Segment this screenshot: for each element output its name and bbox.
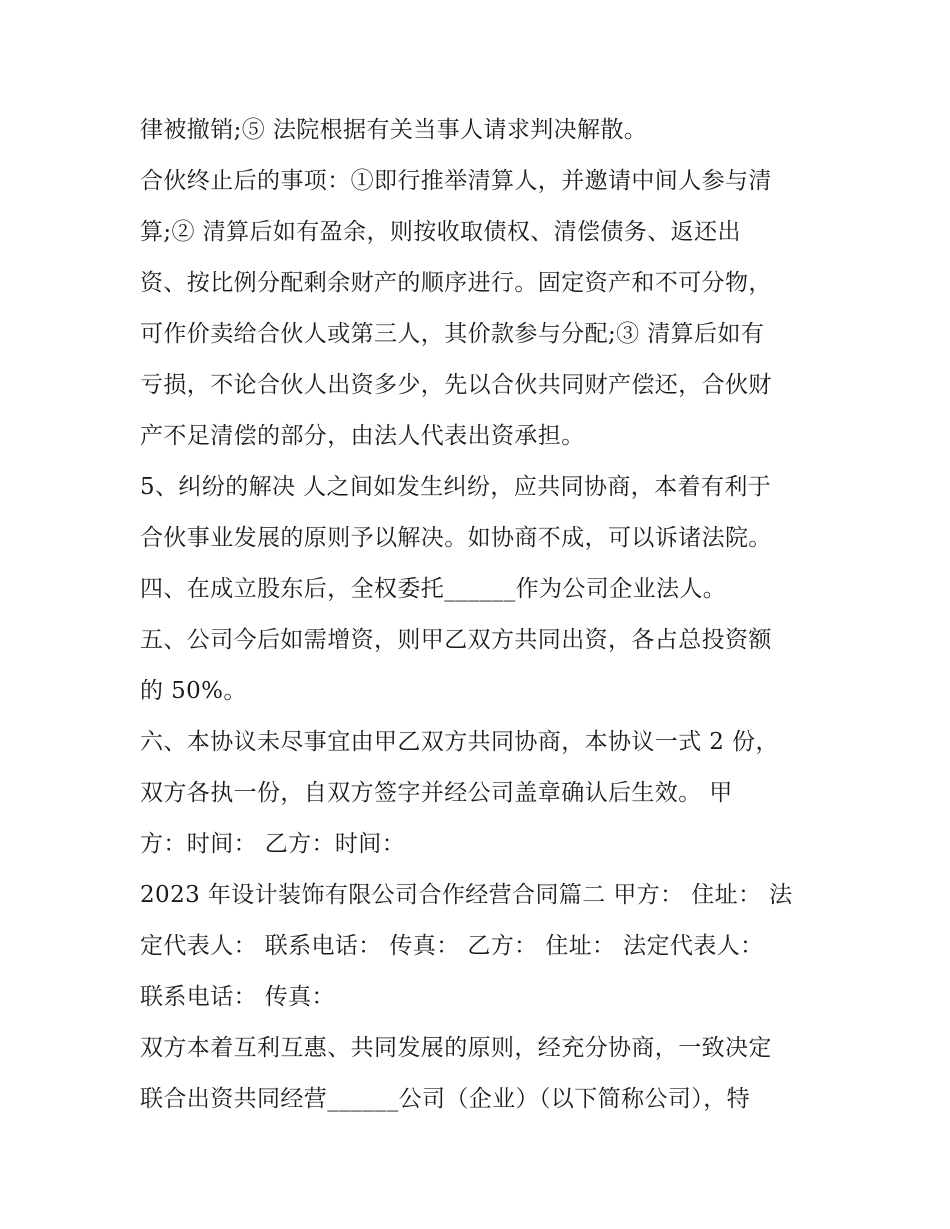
text-line: 双方各执一份，自双方签字并经公司盖章确认后生效。 甲 — [140, 780, 733, 806]
text-line: 联合出资共同经营______公司（企业）（以下简称公司），特 — [140, 1086, 750, 1112]
text-line: 可作价卖给合伙人或第三人，其价款参与分配;③ 清算后如有 — [140, 321, 765, 347]
text-line: 合伙事业发展的原则予以解决。如协商不成，可以诉诸法院。 — [140, 525, 772, 551]
text-line: 亏损，不论合伙人出资多少，先以合伙共同财产偿还，合伙财 — [140, 372, 772, 398]
text-line: 五、公司今后如需增资，则甲乙双方共同出资，各占总投资额 — [140, 627, 772, 653]
text-line: 六、本协议未尽事宜由甲乙双方共同协商，本协议一式 2 份， — [140, 729, 779, 755]
text-line: 产不足清偿的部分，由法人代表出资承担。 — [140, 423, 585, 449]
text-line: 资、按比例分配剩余财产的顺序进行。固定资产和不可分物， — [140, 270, 772, 296]
text-line: 算;② 清算后如有盈余，则按收取债权、清偿债务、返还出 — [140, 219, 741, 245]
text-line: 的 50%。 — [140, 678, 247, 704]
text-line: 双方本着互利互惠、共同发展的原则，经充分协商，一致决定 — [140, 1035, 772, 1061]
text-line: 联系电话： 传真： — [140, 984, 335, 1010]
document-body — [140, 105, 820, 1125]
text-line: 合伙终止后的事项：①即行推举清算人，并邀请中间人参与清 — [140, 168, 772, 194]
text-line: 5、纠纷的解决 人之间如发生纠纷，应共同协商，本着有利于 — [140, 474, 772, 500]
text-line: 定代表人： 联系电话： 传真： 乙方： 住址： 法定代表人： — [140, 933, 764, 959]
text-line: 2023 年设计装饰有限公司合作经营合同篇二 甲方： 住址： 法 — [140, 882, 793, 908]
text-line: 四、在成立股东后，全权委托______作为公司企业法人。 — [140, 576, 727, 602]
text-line: 方：时间： 乙方：时间： — [140, 831, 406, 857]
text-line: 律被撤销;⑤ 法院根据有关当事人请求判决解散。 — [140, 117, 648, 143]
